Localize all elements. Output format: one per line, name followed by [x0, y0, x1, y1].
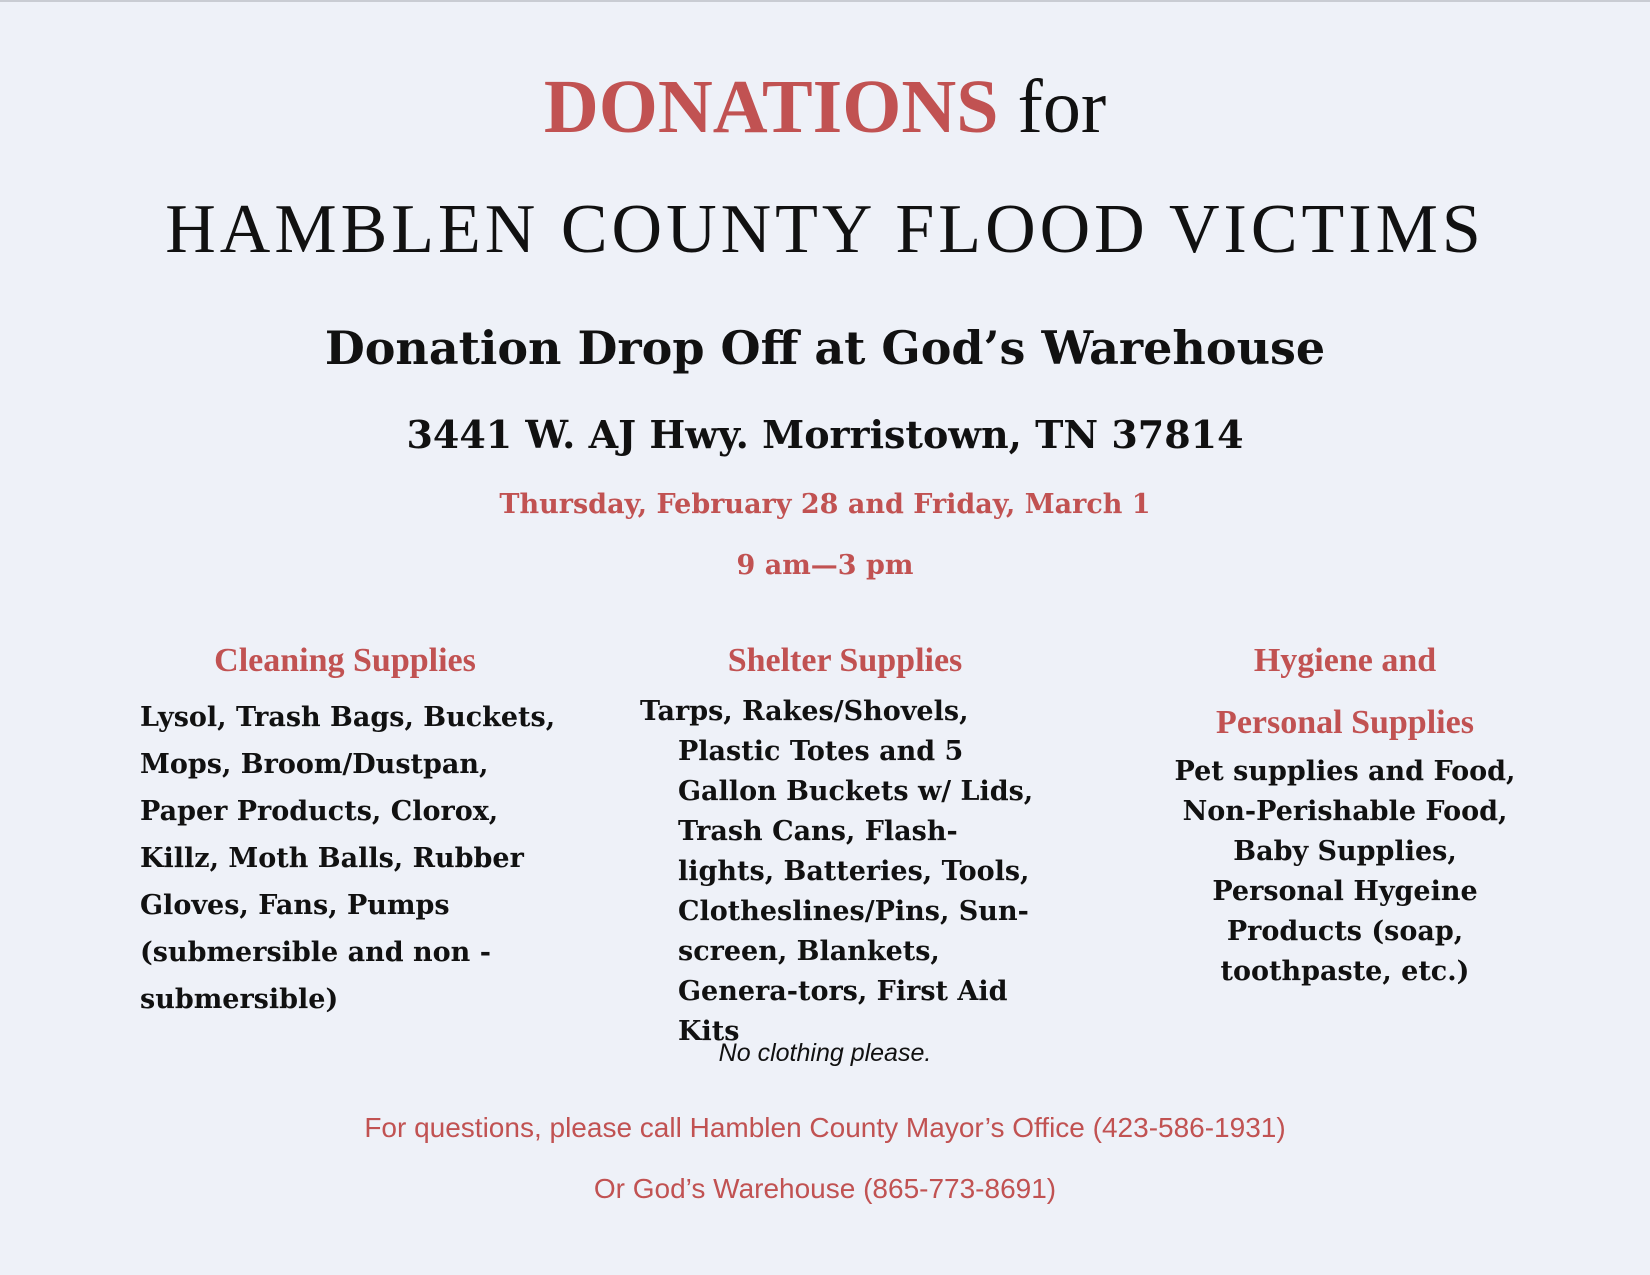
hygiene-supplies-list: Pet supplies and Food, Non-Perishable Food, Baby Supplies, Personal Hygeine Products (soap, toothpaste, etc.) — [1174, 756, 1516, 987]
no-clothing-note: No clothing please. — [718, 1039, 932, 1067]
shelter-supplies-heading: Shelter Supplies — [727, 642, 963, 679]
cleaning-supplies-column — [140, 630, 560, 1023]
cleaning-supplies-list: Lysol, Trash Bags, Buckets, Mops, Broom/Dustpan, Paper Products, Clorox, Killz, Moth Balls, Rubber Gloves, Fans, Pumps (submersible and non -submersible) — [140, 702, 556, 1015]
for-word: for — [1017, 65, 1107, 149]
cleaning-supplies-heading: Cleaning Supplies — [214, 642, 476, 679]
drop-off-subtitle: Donation Drop Off at God’s Warehouse — [324, 321, 1326, 375]
headline — [0, 62, 1650, 152]
page-title: HAMBLEN COUNTY FLOOD VICTIMS — [165, 191, 1485, 268]
hygiene-heading-line1: Hygiene and — [1253, 642, 1437, 679]
contact-mayor-office: For questions, please call Hamblen County Mayor’s Office (423-586-1931) — [364, 1112, 1286, 1143]
donations-word: DONATIONS — [543, 65, 999, 149]
shelter-supplies-list: Tarps, Rakes/Shovels, Plastic Totes and 5 Gallon Buckets w/ Lids, Trash Cans, Flash-lights, Batteries, Tools, Clotheslines/Pins, Sun-screen, Blankets, Genera-tors, First Aid Kits — [640, 696, 1034, 1047]
shelter-supplies-column — [640, 630, 1050, 1052]
event-dates: Thursday, February 28 and Friday, March 1 — [499, 489, 1151, 520]
contact-gods-warehouse: Or God’s Warehouse (865-773-8691) — [593, 1173, 1057, 1204]
top-divider — [0, 0, 1650, 2]
hygiene-heading-line2: Personal Supplies — [1216, 704, 1474, 741]
event-hours: 9 am—3 pm — [736, 550, 914, 581]
address: 3441 W. AJ Hwy. Morristown, TN 37814 — [406, 412, 1244, 457]
hygiene-supplies-column — [1170, 630, 1520, 992]
